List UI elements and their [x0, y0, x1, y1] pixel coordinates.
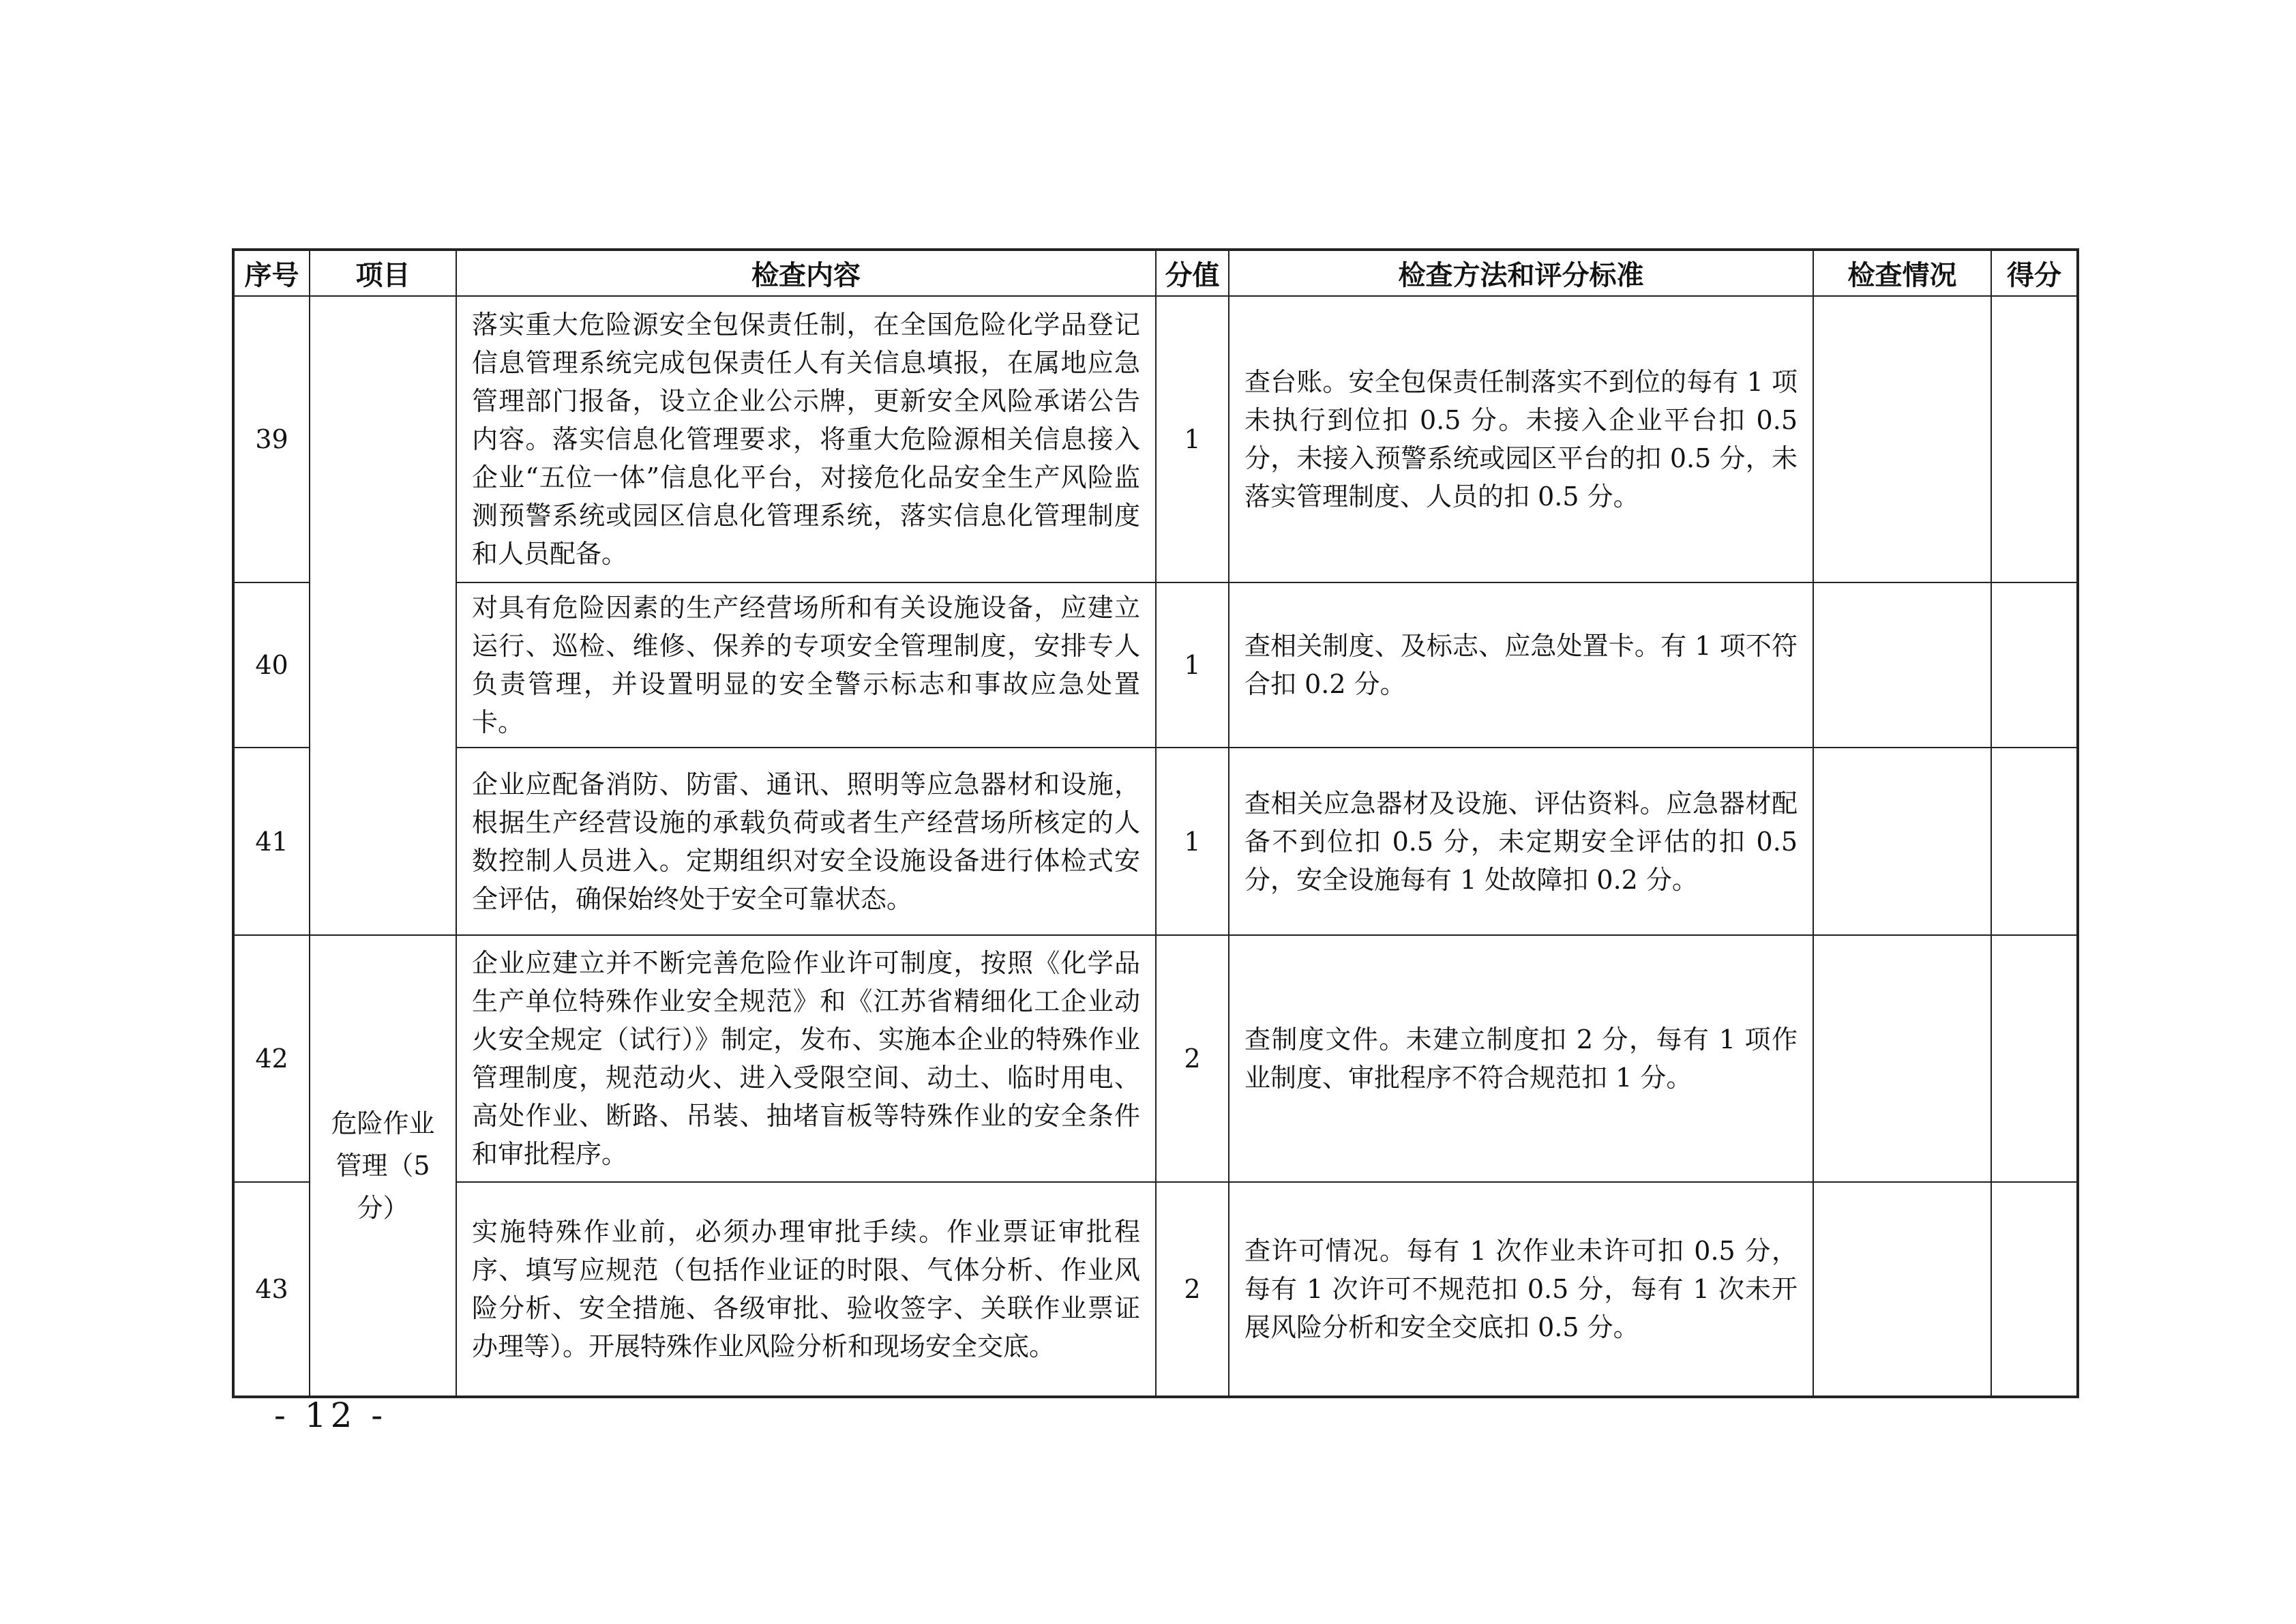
- content-cell: 实施特殊作业前，必须办理审批手续。作业票证审批程序、填写应规范（包括作业证的时限、气体分析、作业风险分析、安全措施、各级审批、验收签字、关联作业票证办理等）。开展特殊作业风险分析和现场安全交底。: [456, 1182, 1156, 1397]
- points-cell: [1991, 748, 2078, 935]
- status-cell: [1813, 1182, 1991, 1397]
- points-cell: [1991, 1182, 2078, 1397]
- inspection-score-table: [232, 248, 2079, 1398]
- column-header-project: 项目: [310, 250, 456, 296]
- serial-cell: 40: [233, 582, 310, 748]
- status-cell: [1813, 935, 1991, 1182]
- method-cell: 查制度文件。未建立制度扣 2 分，每有 1 项作业制度、审批程序不符合规范扣 1 分。: [1229, 935, 1813, 1182]
- serial-cell: 41: [233, 748, 310, 935]
- score-cell: 1: [1156, 296, 1229, 582]
- method-cell: 查许可情况。每有 1 次作业未许可扣 0.5 分，每有 1 次许可不规范扣 0.5 分，每有 1 次未开展风险分析和安全交底扣 0.5 分。: [1229, 1182, 1813, 1397]
- serial-cell: 39: [233, 296, 310, 582]
- method-cell: 查相关应急器材及设施、评估资料。应急器材配备不到位扣 0.5 分，未定期安全评估的扣 0.5 分，安全设施每有 1 处故障扣 0.2 分。: [1229, 748, 1813, 935]
- status-cell: [1813, 296, 1991, 582]
- serial-cell: 42: [233, 935, 310, 1182]
- project-group-cell-empty: [310, 296, 456, 935]
- score-cell: 2: [1156, 935, 1229, 1182]
- table-row-43: [233, 1182, 2078, 1397]
- status-cell: [1813, 748, 1991, 935]
- table-row-42: [233, 935, 2078, 1182]
- points-cell: [1991, 296, 2078, 582]
- method-cell: 查台账。安全包保责任制落实不到位的每有 1 项未执行到位扣 0.5 分。未接入企业平台扣 0.5 分，未接入预警系统或园区平台的扣 0.5 分，未落实管理制度、人员的扣 0.5 分。: [1229, 296, 1813, 582]
- points-cell: [1991, 582, 2078, 748]
- score-cell: 2: [1156, 1182, 1229, 1397]
- page-number: - 12 -: [274, 1396, 387, 1435]
- column-header-points: 得分: [1991, 250, 2078, 296]
- column-header-status: 检查情况: [1813, 250, 1991, 296]
- table-row-39: [233, 296, 2078, 582]
- column-header-serial: 序号: [233, 250, 310, 296]
- table-row-40: [233, 582, 2078, 748]
- status-cell: [1813, 582, 1991, 748]
- points-cell: [1991, 935, 2078, 1182]
- method-cell: 查相关制度、及标志、应急处置卡。有 1 项不符合扣 0.2 分。: [1229, 582, 1813, 748]
- header-row: [233, 250, 2078, 296]
- score-cell: 1: [1156, 582, 1229, 748]
- table-row-41: [233, 748, 2078, 935]
- content-cell: 企业应建立并不断完善危险作业许可制度，按照《化学品生产单位特殊作业安全规范》和《江苏省精细化工企业动火安全规定（试行）》制定，发布、实施本企业的特殊作业管理制度，规范动火、进入受限空间、动土、临时用电、高处作业、断路、吊装、抽堵盲板等特殊作业的安全条件和审批程序。: [456, 935, 1156, 1182]
- content-cell: 对具有危险因素的生产经营场所和有关设施设备，应建立运行、巡检、维修、保养的专项安全管理制度，安排专人负责管理，并设置明显的安全警示标志和事故应急处置卡。: [456, 582, 1156, 748]
- column-header-method: 检查方法和评分标准: [1229, 250, 1813, 296]
- content-cell: 企业应配备消防、防雷、通讯、照明等应急器材和设施，根据生产经营设施的承载负荷或者生产经营场所核定的人数控制人员进入。定期组织对安全设施设备进行体检式安全评估，确保始终处于安全可靠状态。: [456, 748, 1156, 935]
- serial-cell: 43: [233, 1182, 310, 1397]
- column-header-content: 检查内容: [456, 250, 1156, 296]
- column-header-score: 分值: [1156, 250, 1229, 296]
- score-cell: 1: [1156, 748, 1229, 935]
- content-cell: 落实重大危险源安全包保责任制，在全国危险化学品登记信息管理系统完成包保责任人有关信息填报，在属地应急管理部门报备，设立企业公示牌，更新安全风险承诺公告内容。落实信息化管理要求，将重大危险源相关信息接入企业“五位一体”信息化平台，对接危化品安全生产风险监测预警系统或园区信息化管理系统，落实信息化管理制度和人员配备。: [456, 296, 1156, 582]
- project-group-cell-dangerous-operations: 危险作业管理（5分）: [310, 935, 456, 1397]
